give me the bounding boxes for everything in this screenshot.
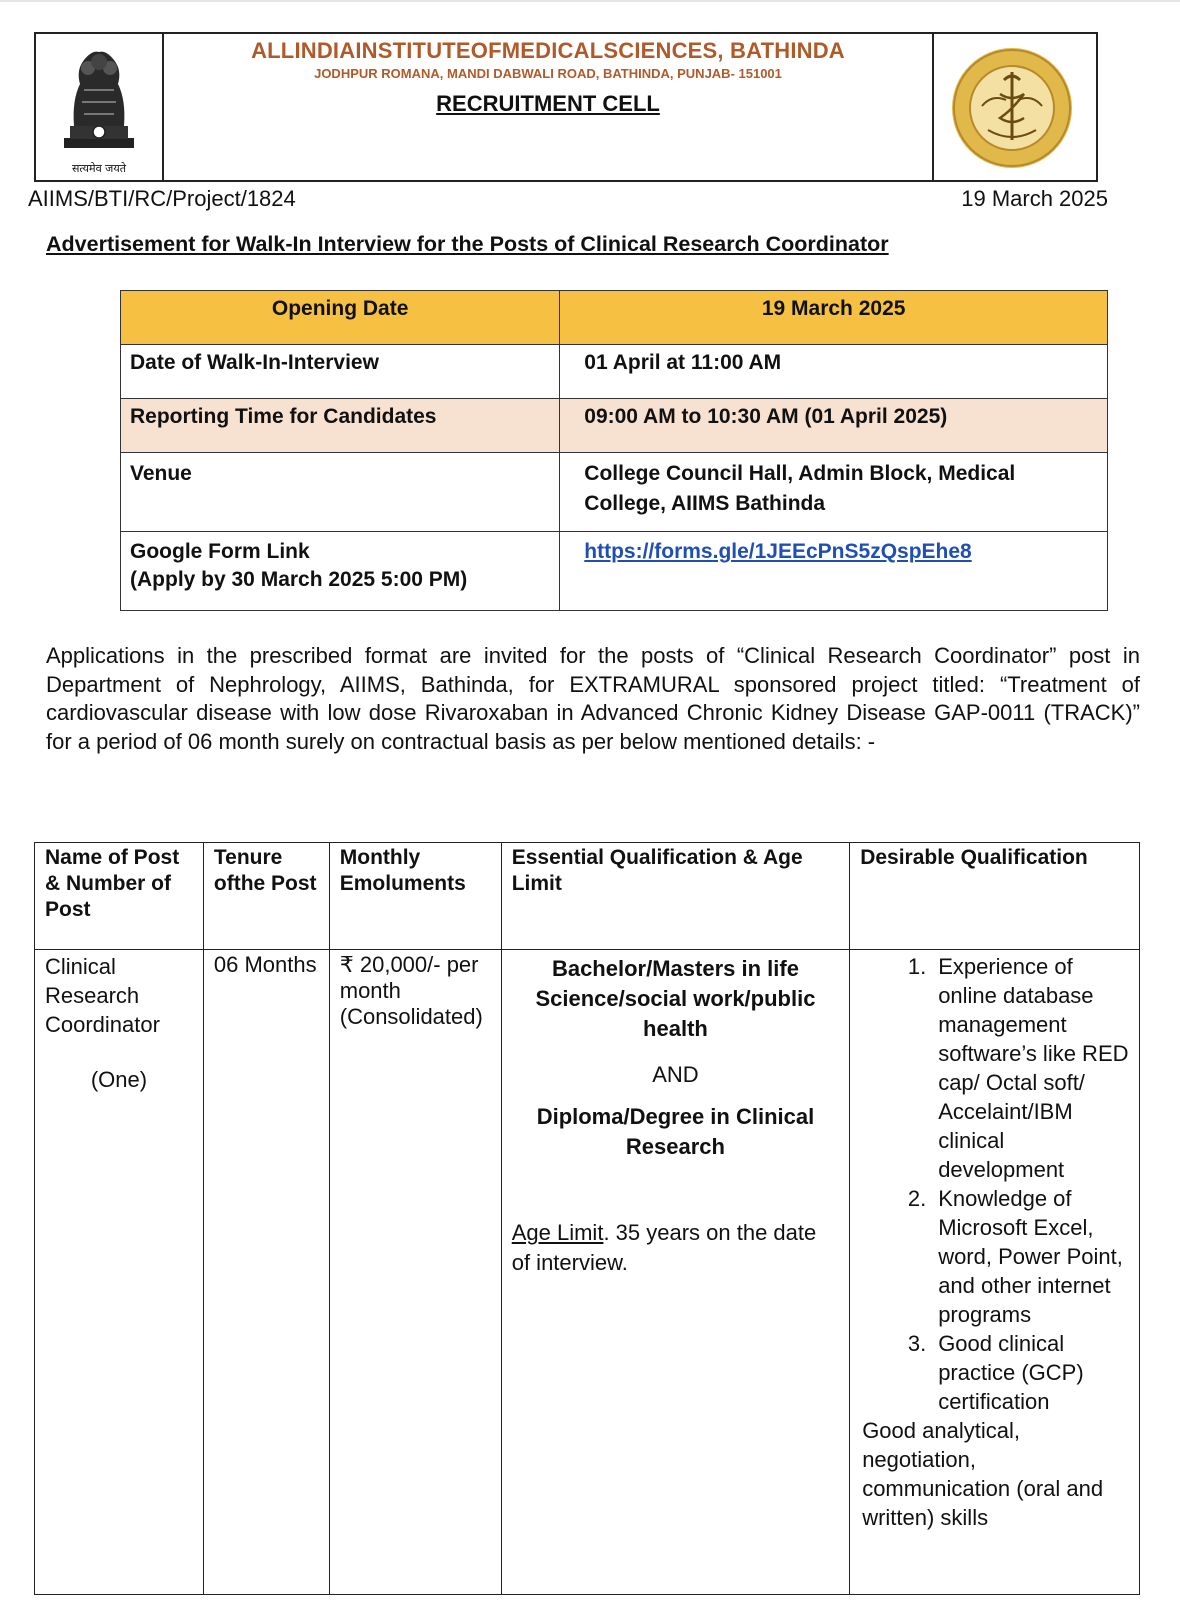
desirable-cell xyxy=(850,950,1140,1595)
aiims-seal-icon xyxy=(948,44,1076,172)
list-number: 3. xyxy=(907,1331,927,1356)
schedule-label: Venue xyxy=(121,453,560,532)
letterhead-text xyxy=(164,34,932,180)
header-post: Name of Post & Number of Post xyxy=(35,843,204,950)
header-emoluments: Monthly Emoluments xyxy=(329,843,501,950)
tenure-cell: 06 Months xyxy=(203,950,329,1595)
posts-header-row xyxy=(35,843,1140,950)
schedule-label: Reporting Time for Candidates xyxy=(121,399,560,453)
age-limit-text: . 35 years on the date of interview. xyxy=(511,1220,817,1275)
schedule-row xyxy=(121,345,1108,399)
schedule-row xyxy=(121,532,1108,611)
reference-line xyxy=(28,186,1108,212)
essential-diploma: Diploma/Degree in Clinical Research xyxy=(536,1104,815,1159)
google-form-link[interactable]: https://forms.gle/1JEEcPnS5zQspEhe8 xyxy=(584,540,972,563)
schedule-value xyxy=(560,532,1108,611)
post-count: (One) xyxy=(90,1067,148,1092)
list-item xyxy=(852,1329,1129,1416)
advertisement-title: Advertisement for Walk-In Interview for the Posts of Clinical Research Coordinator xyxy=(46,232,889,256)
top-edge xyxy=(0,0,1180,2)
essential-and: AND xyxy=(652,1062,699,1087)
age-limit xyxy=(512,1218,839,1278)
google-form-label: Google Form Link xyxy=(130,540,310,563)
list-number: 1. xyxy=(907,954,927,979)
institute-name: ALLINDIAINSTITUTEOFMEDICALSCIENCES, BATHINDA xyxy=(251,38,845,63)
header-desirable: Desirable Qualification xyxy=(850,843,1140,950)
post-name: Clinical Research Coordinator xyxy=(45,954,160,1037)
header-tenure: Tenure ofthe Post xyxy=(203,843,329,950)
reference-date: 19 March 2025 xyxy=(961,186,1108,211)
list-text: Good clinical practice (GCP) certification xyxy=(938,1331,1084,1414)
emoluments-cell: ₹ 20,000/- per month (Consolidated) xyxy=(329,950,501,1595)
desirable-list xyxy=(852,952,1129,1416)
schedule-value: College Council Hall, Admin Block, Medical College, AIIMS Bathinda xyxy=(560,453,1108,532)
opening-date-label: Opening Date xyxy=(121,291,560,345)
essential-cell xyxy=(501,950,849,1595)
national-emblem-icon xyxy=(54,40,144,158)
desirable-extra: Good analytical, negotiation, communication (oral and written) skills xyxy=(862,1418,1104,1530)
essential-degree: Bachelor/Masters in life Science/social work/public health xyxy=(535,956,816,1041)
post-cell xyxy=(35,950,204,1595)
schedule-table xyxy=(120,290,1108,611)
age-limit-label: Age Limit xyxy=(511,1220,604,1245)
list-item xyxy=(852,1184,1129,1329)
schedule-value: 01 April at 11:00 AM xyxy=(560,345,1108,399)
list-text: Experience of online database management software’s like RED cap/ Octal soft/ Accelaint/IBM clinical development xyxy=(938,954,1129,1182)
list-number: 2. xyxy=(907,1186,927,1211)
table-row xyxy=(35,950,1140,1595)
posts-table xyxy=(34,842,1140,1595)
schedule-label xyxy=(121,532,560,611)
schedule-value: 09:00 AM to 10:30 AM (01 April 2025) xyxy=(560,399,1108,453)
schedule-row xyxy=(121,399,1108,453)
emblem-motto: सत्यमेव जयते xyxy=(71,162,126,175)
reference-number: AIIMS/BTI/RC/Project/1824 xyxy=(28,186,296,211)
schedule-label: Date of Walk-In-Interview xyxy=(121,345,560,399)
list-item xyxy=(852,952,1129,1184)
schedule-row xyxy=(121,453,1108,532)
apply-deadline: (Apply by 30 March 2025 5:00 PM) xyxy=(130,568,468,591)
seal-box xyxy=(932,34,1096,180)
list-text: Knowledge of Microsoft Excel, word, Power Point, and other internet programs xyxy=(938,1186,1123,1327)
opening-date-value: 19 March 2025 xyxy=(560,291,1108,345)
recruitment-cell-heading: RECRUITMENT CELL xyxy=(436,91,660,116)
letterhead xyxy=(34,32,1098,182)
institute-address: JODHPUR ROMANA, MANDI DABWALI ROAD, BATHINDA, PUNJAB- 151001 xyxy=(314,66,782,81)
header-essential: Essential Qualification & Age Limit xyxy=(501,843,849,950)
schedule-header-row xyxy=(121,291,1108,345)
emblem-box xyxy=(36,34,164,180)
intro-paragraph: Applications in the prescribed format are invited for the posts of “Clinical Research Coordinator” post in Department of Nephrology, AIIMS, Bathinda, for EXTRAMURAL sponsored project titled: “Treatment of cardiovascular disease with low dose Rivaroxaban in Advanced Chronic Kidney Disease GAP-0011 (TRACK)” for a period of 06 month surely on contractual basis as per below mentioned details: - xyxy=(46,643,1140,754)
